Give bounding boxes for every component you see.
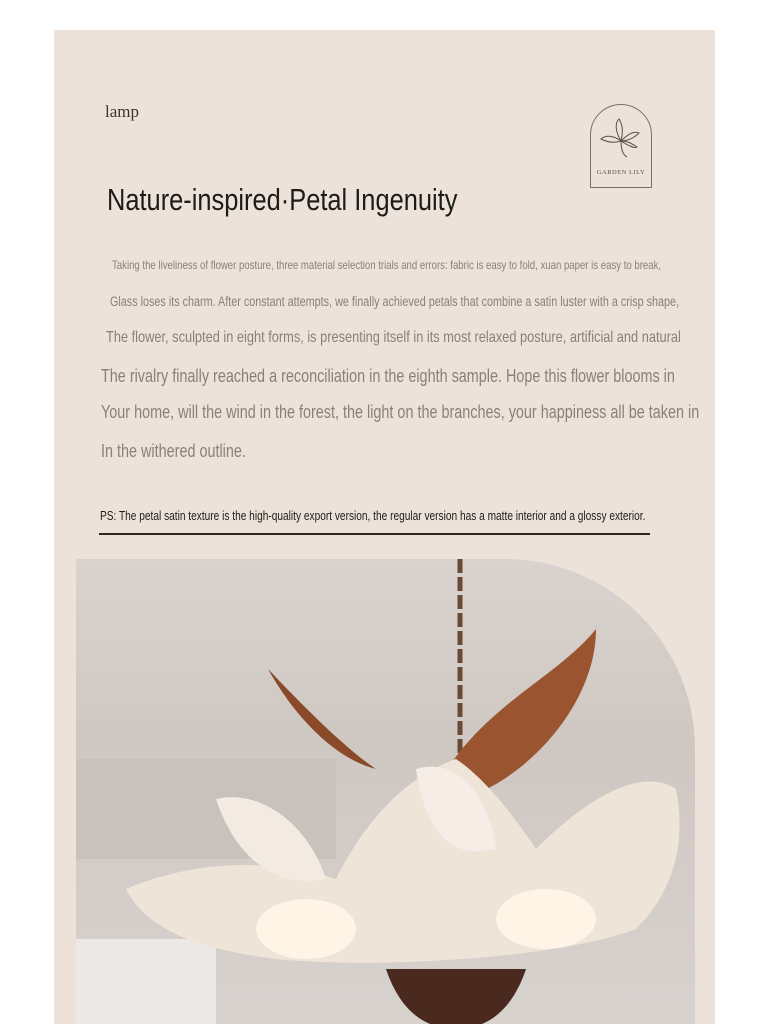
paragraph-line: Taking the liveliness of flower posture, three material selection trials and errors: fabric is easy to fold, xuan paper is easy to break,: [112, 258, 662, 272]
pendant-lamp-illustration: [76, 559, 695, 1024]
paragraph-line: In the withered outline.: [101, 441, 246, 461]
lily-icon: [591, 109, 651, 169]
product-card: [54, 30, 715, 1024]
lamp-photo: [76, 559, 695, 1024]
paragraph-line: Glass loses its charm. After constant attempts, we finally achieved petals that combine a satin luster with a crisp shape,: [110, 294, 680, 309]
page-title: Nature-inspired·Petal Ingenuity: [107, 182, 458, 217]
paragraph-line: The rivalry finally reached a reconciliation in the eighth sample. Hope this flower blooms in: [101, 366, 675, 386]
category-label: lamp: [105, 102, 139, 121]
paragraph-line: The flower, sculpted in eight forms, is presenting itself in its most relaxed posture, artificial and natural: [106, 329, 681, 346]
paragraph-line: Your home, will the wind in the forest, the light on the branches, your happiness all be taken in: [101, 402, 700, 422]
divider: [99, 533, 650, 535]
note-text: PS: The petal satin texture is the high-quality export version, the regular version has a matte interior and a glossy exterior.: [100, 508, 646, 523]
garden-lily-logo: GARDEN LILY: [590, 104, 652, 188]
